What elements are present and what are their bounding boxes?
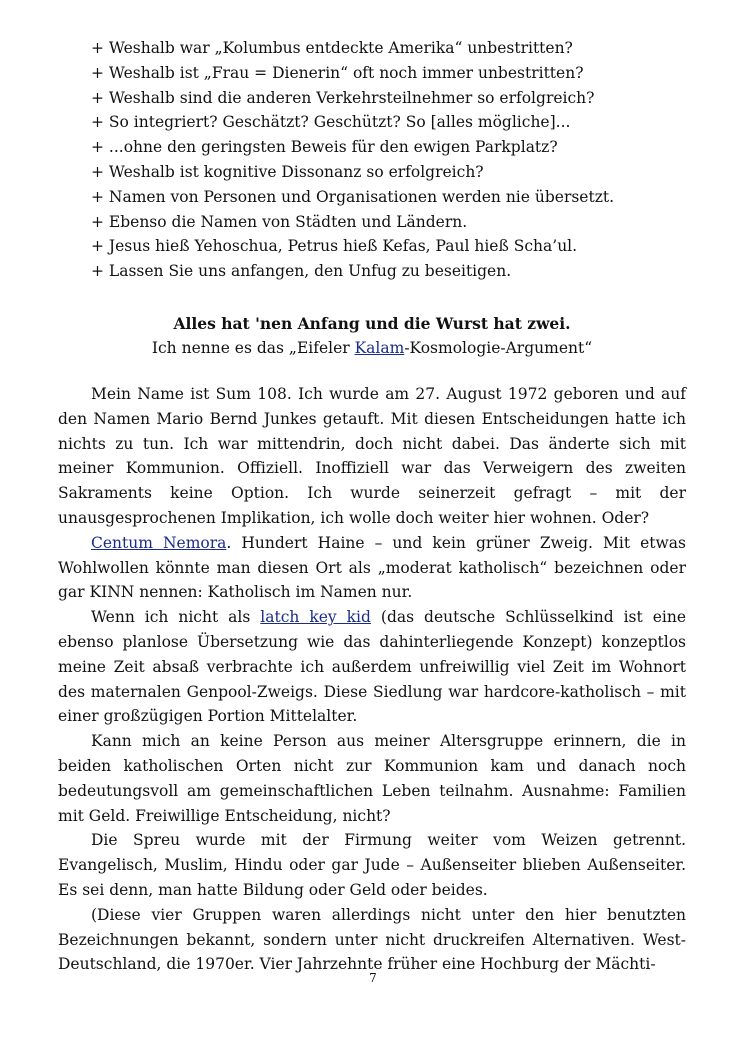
- bullet-item: + Weshalb war „Kolumbus entdeckte Amerika“ unbestritten?: [91, 39, 573, 57]
- bullet-item: + So integriert? Geschätzt? Geschützt? So [alles mögliche]...: [91, 113, 571, 132]
- bullet-item: + Weshalb sind die anderen Verkehrsteilnehmer so erfolgreich?: [91, 88, 595, 107]
- bullet-list: [91, 36, 701, 284]
- bullet-item: + Ebenso die Namen von Städten und Ländern.: [91, 212, 468, 231]
- paragraph-2: [58, 531, 686, 605]
- kalam-link[interactable]: Kalam: [354, 339, 405, 357]
- bullet-item: + Weshalb ist kognitive Dissonanz so erfolgreich?: [91, 162, 484, 181]
- bullet-item: + Jesus hieß Yehoschua, Petrus hieß Kefas, Paul hieß Scha’ul.: [91, 237, 578, 256]
- centum-nemora-link[interactable]: Centum Nemora: [91, 533, 227, 552]
- bullet-item: + ...ohne den geringsten Beweis für den ewigen Parkplatz?: [91, 138, 558, 157]
- body-text: [58, 382, 686, 977]
- paragraph-3-text-after: (das deutsche Schlüsselkind ist eine ebenso planlose Übersetzung wie das dahinterliegende Konzept) konzeptlos meine Zeit absaß verbrachte ich außerdem unfreiwillig viel Zeit im Wohnort des maternalen Genpool-Zweigs. Diese Siedlung war hardcore-katholisch – mit einer großzügigen Portion Mittelalter.: [58, 608, 686, 726]
- paragraph-2-text: . Hundert Haine – und kein grüner Zweig. Mit etwas Wohlwollen könnte man diesen Ort als „moderat katholisch“ bezeichnen oder gar KINN nennen: Katholisch im Namen nur.: [58, 533, 686, 602]
- paragraph-5: Die Spreu wurde mit der Firmung weiter vom Weizen getrennt. Evangelisch, Muslim, Hindu oder gar Jude – Außenseiter blieben Außenseiter. Es sei denn, man hatte Bildung oder Geld oder beides.: [58, 831, 686, 899]
- paragraph-1: Mein Name ist Sum 108. Ich wurde am 27. August 1972 geboren und auf den Namen Mario Bernd Junkes getauft. Mit diesen Entscheidungen hatte ich nichts zu tun. Ich war mittendrin, doch nicht dabei. Das änderte sich mit meiner Kommunion. Offiziell. Inoffiziell war das Verweigern des zweiten Sakraments keine Option. Ich wurde seinerzeit gefragt – mit der unausgesprochenen Implikation, ich wolle doch weiter hier wohnen. Oder?: [58, 385, 686, 527]
- bullet-item: + Namen von Personen und Organisationen werden nie übersetzt.: [91, 187, 615, 206]
- bullet-item: + Weshalb ist „Frau = Dienerin“ oft noch immer unbestritten?: [91, 63, 584, 82]
- section-heading: [58, 312, 686, 360]
- paragraph-4: Kann mich an keine Person aus meiner Altersgruppe erinnern, die in beiden katholischen Orten nicht zur Kommunion kam und danach noch bedeutungsvoll am gemeinschaftlichen Leben teilnahm. Ausnahme: Familien mit Geld. Freiwillige Entscheidung, nicht?: [58, 732, 686, 825]
- paragraph-3: [58, 605, 686, 729]
- subtitle-text-after: -Kosmologie-Argument“: [404, 339, 593, 357]
- paragraph-6: (Diese vier Gruppen waren allerdings nicht unter den hier benutzten Bezeichnungen bekannt, sondern unter nicht druckreifen Alternativen. West-Deutschland, die 1970er. Vier Jahrzehnte früher eine Hochburg der Mächti-: [58, 905, 686, 974]
- section-subtitle: [58, 336, 686, 360]
- subtitle-text-before: Ich nenne es das „Eifeler: [151, 339, 355, 357]
- bullet-item: + Lassen Sie uns anfangen, den Unfug zu beseitigen.: [91, 262, 512, 281]
- paragraph-3-text-before: Wenn ich nicht als: [91, 608, 261, 627]
- latch-key-kid-link[interactable]: latch key kid: [260, 608, 371, 627]
- section-title: Alles hat 'nen Anfang und die Wurst hat zwei.: [173, 314, 571, 333]
- page-number: 7: [369, 971, 377, 985]
